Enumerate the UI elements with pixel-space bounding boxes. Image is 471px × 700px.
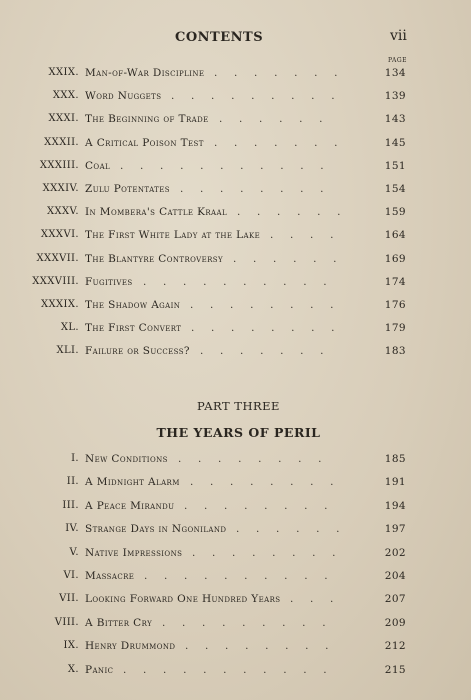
running-head: [0, 30, 471, 50]
chapter-number: III.: [62, 499, 79, 511]
dot-leader: . . . .: [270, 229, 351, 242]
chapter-page-number: 176: [384, 299, 406, 311]
dot-leader: . . . . . .: [219, 113, 340, 126]
toc-entry: [0, 113, 471, 133]
dot-leader: . . . . . . . .: [191, 322, 352, 335]
chapter-number: XXIX.: [48, 67, 79, 78]
toc-entry: [0, 160, 471, 180]
chapter-number: XLI.: [56, 345, 79, 357]
toc-entry: [0, 137, 471, 157]
chapter-title: A Peace Mirandu: [85, 499, 175, 512]
chapter-title: A Midnight Alarm: [85, 476, 180, 489]
toc-entry: [0, 664, 471, 684]
toc-entry: [0, 67, 471, 87]
dot-leader: . . . . . . .: [214, 136, 355, 149]
page-number: vii: [390, 28, 407, 44]
chapter-title: In Mombera's Cattle Kraal: [85, 206, 228, 219]
chapter-page-number: 204: [384, 570, 406, 582]
chapter-number: XXXVII.: [36, 252, 79, 264]
toc-entry: [0, 570, 471, 590]
chapter-title: The Beginning of Trade: [85, 113, 209, 126]
dot-leader: . . . . . .: [233, 252, 354, 265]
part-label: PART THREE: [197, 399, 280, 413]
dot-leader: . . . . . . . . . . .: [123, 663, 344, 676]
chapter-number: XXXIII.: [39, 159, 79, 171]
chapter-title: Massacre: [85, 570, 135, 582]
chapter-title: The First White Lady at the Lake: [85, 229, 261, 242]
chapter-title: Fugitives: [85, 275, 133, 288]
toc-entry: [0, 183, 471, 203]
chapter-page-number: 207: [384, 593, 406, 606]
toc-entry: [0, 345, 471, 365]
chapter-page-number: 169: [384, 252, 406, 265]
dot-leader: . . . . . . . . .: [162, 616, 343, 629]
chapter-page-number: 145: [384, 136, 406, 149]
dot-leader: . . . . . .: [236, 523, 357, 536]
chapter-page-number: 183: [384, 345, 406, 358]
chapter-title: Henry Drummond: [85, 640, 176, 653]
chapter-number: XXXVI.: [40, 229, 79, 241]
chapter-page-number: 143: [384, 113, 406, 126]
dot-leader: . . . . . . . .: [190, 476, 351, 489]
dot-leader: . . . . . . . .: [180, 183, 341, 195]
chapter-number: XXXI.: [48, 113, 79, 125]
chapter-number: IX.: [63, 640, 79, 652]
chapter-number: XL.: [60, 322, 79, 334]
page-column-label: PAGE: [388, 57, 407, 64]
chapter-number: IV.: [65, 523, 79, 535]
chapter-page-number: 151: [384, 159, 406, 172]
chapter-page-number: 164: [384, 229, 406, 242]
toc-entry: [0, 547, 471, 567]
dot-leader: . . . . . . . . . .: [144, 570, 345, 582]
chapter-number: XXXV.: [46, 206, 79, 218]
toc-entry: [0, 229, 471, 249]
chapter-number: XXXIX.: [40, 299, 79, 310]
dot-leader: . . . . . . . .: [185, 640, 346, 653]
toc-entry: [0, 453, 471, 473]
toc-entry: [0, 299, 471, 319]
dot-leader: . . . . . . . . . . .: [120, 159, 341, 172]
chapter-title: A Critical Poison Test: [85, 136, 204, 149]
toc-entry: [0, 476, 471, 496]
dot-leader: . . . . . .: [237, 206, 358, 219]
chapter-number: X.: [67, 663, 79, 675]
dot-leader: . . . . . . . .: [192, 546, 353, 559]
chapter-title: Native Impressions: [85, 546, 183, 559]
toc-entry: [0, 523, 471, 543]
chapter-page-number: 174: [384, 275, 406, 288]
chapter-title: Word Nuggets: [85, 90, 162, 103]
chapter-number: I.: [71, 453, 79, 464]
chapter-page-number: 154: [384, 183, 406, 195]
chapter-page-number: 191: [384, 476, 406, 489]
toc-entry: [0, 276, 471, 296]
toc-entry: [0, 90, 471, 110]
chapter-title: Zulu Potentates: [85, 183, 170, 195]
dot-leader: . . . . . . .: [200, 345, 341, 358]
chapter-title: New Conditions: [85, 453, 168, 465]
chapter-title: The Blantyre Controversy: [85, 252, 224, 265]
chapter-title: Panic: [85, 663, 114, 676]
toc-entry: [0, 617, 471, 637]
chapter-page-number: 179: [384, 322, 406, 335]
chapter-page-number: 159: [384, 206, 406, 219]
chapter-page-number: 212: [384, 640, 406, 653]
chapter-page-number: 194: [384, 499, 406, 512]
part-title: THE YEARS OF PERIL: [156, 425, 321, 440]
chapter-title: Failure or Success?: [85, 345, 190, 358]
toc-entry: [0, 640, 471, 660]
toc-entry: [0, 206, 471, 226]
toc-entry: [0, 593, 471, 613]
dot-leader: . . . . . . . . . .: [143, 275, 344, 288]
chapter-number: XXXIV.: [42, 183, 79, 194]
dot-leader: . . . . . . . .: [178, 453, 339, 465]
toc-entry: [0, 253, 471, 273]
chapter-number: VII.: [59, 593, 79, 605]
chapter-page-number: 202: [384, 546, 406, 559]
chapter-number: XXX.: [52, 90, 79, 102]
toc-entry: [0, 322, 471, 342]
chapter-page-number: 197: [384, 523, 406, 536]
page-title: CONTENTS: [175, 30, 264, 45]
toc-entry: [0, 500, 471, 520]
chapter-number: XXXVIII.: [32, 275, 79, 287]
chapter-page-number: 209: [384, 616, 406, 629]
chapter-number: VIII.: [54, 616, 79, 628]
chapter-page-number: 139: [384, 90, 406, 103]
chapter-title: Man-of-War Discipline: [85, 67, 205, 79]
dot-leader: . . . . . . .: [214, 67, 355, 79]
chapter-title: The Shadow Again: [85, 299, 181, 311]
chapter-number: XXXII.: [44, 136, 79, 148]
chapter-page-number: 134: [384, 67, 406, 79]
chapter-number: VI.: [63, 570, 79, 581]
chapter-title: Strange Days in Ngoniland: [85, 523, 227, 536]
chapter-number: II.: [66, 476, 79, 488]
dot-leader: . . . . . . . .: [184, 499, 345, 512]
chapter-title: A Bitter Cry: [85, 616, 153, 629]
chapter-number: V.: [69, 546, 79, 558]
chapter-page-number: 185: [384, 453, 406, 465]
dot-leader: . . .: [290, 593, 351, 606]
chapter-title: Looking Forward One Hundred Years: [85, 593, 281, 606]
chapter-title: The First Convert: [85, 322, 182, 335]
dot-leader: . . . . . . . .: [190, 299, 351, 311]
chapter-title: Coal: [85, 159, 111, 172]
chapter-page-number: 215: [384, 663, 406, 676]
dot-leader: . . . . . . . . .: [171, 90, 352, 103]
